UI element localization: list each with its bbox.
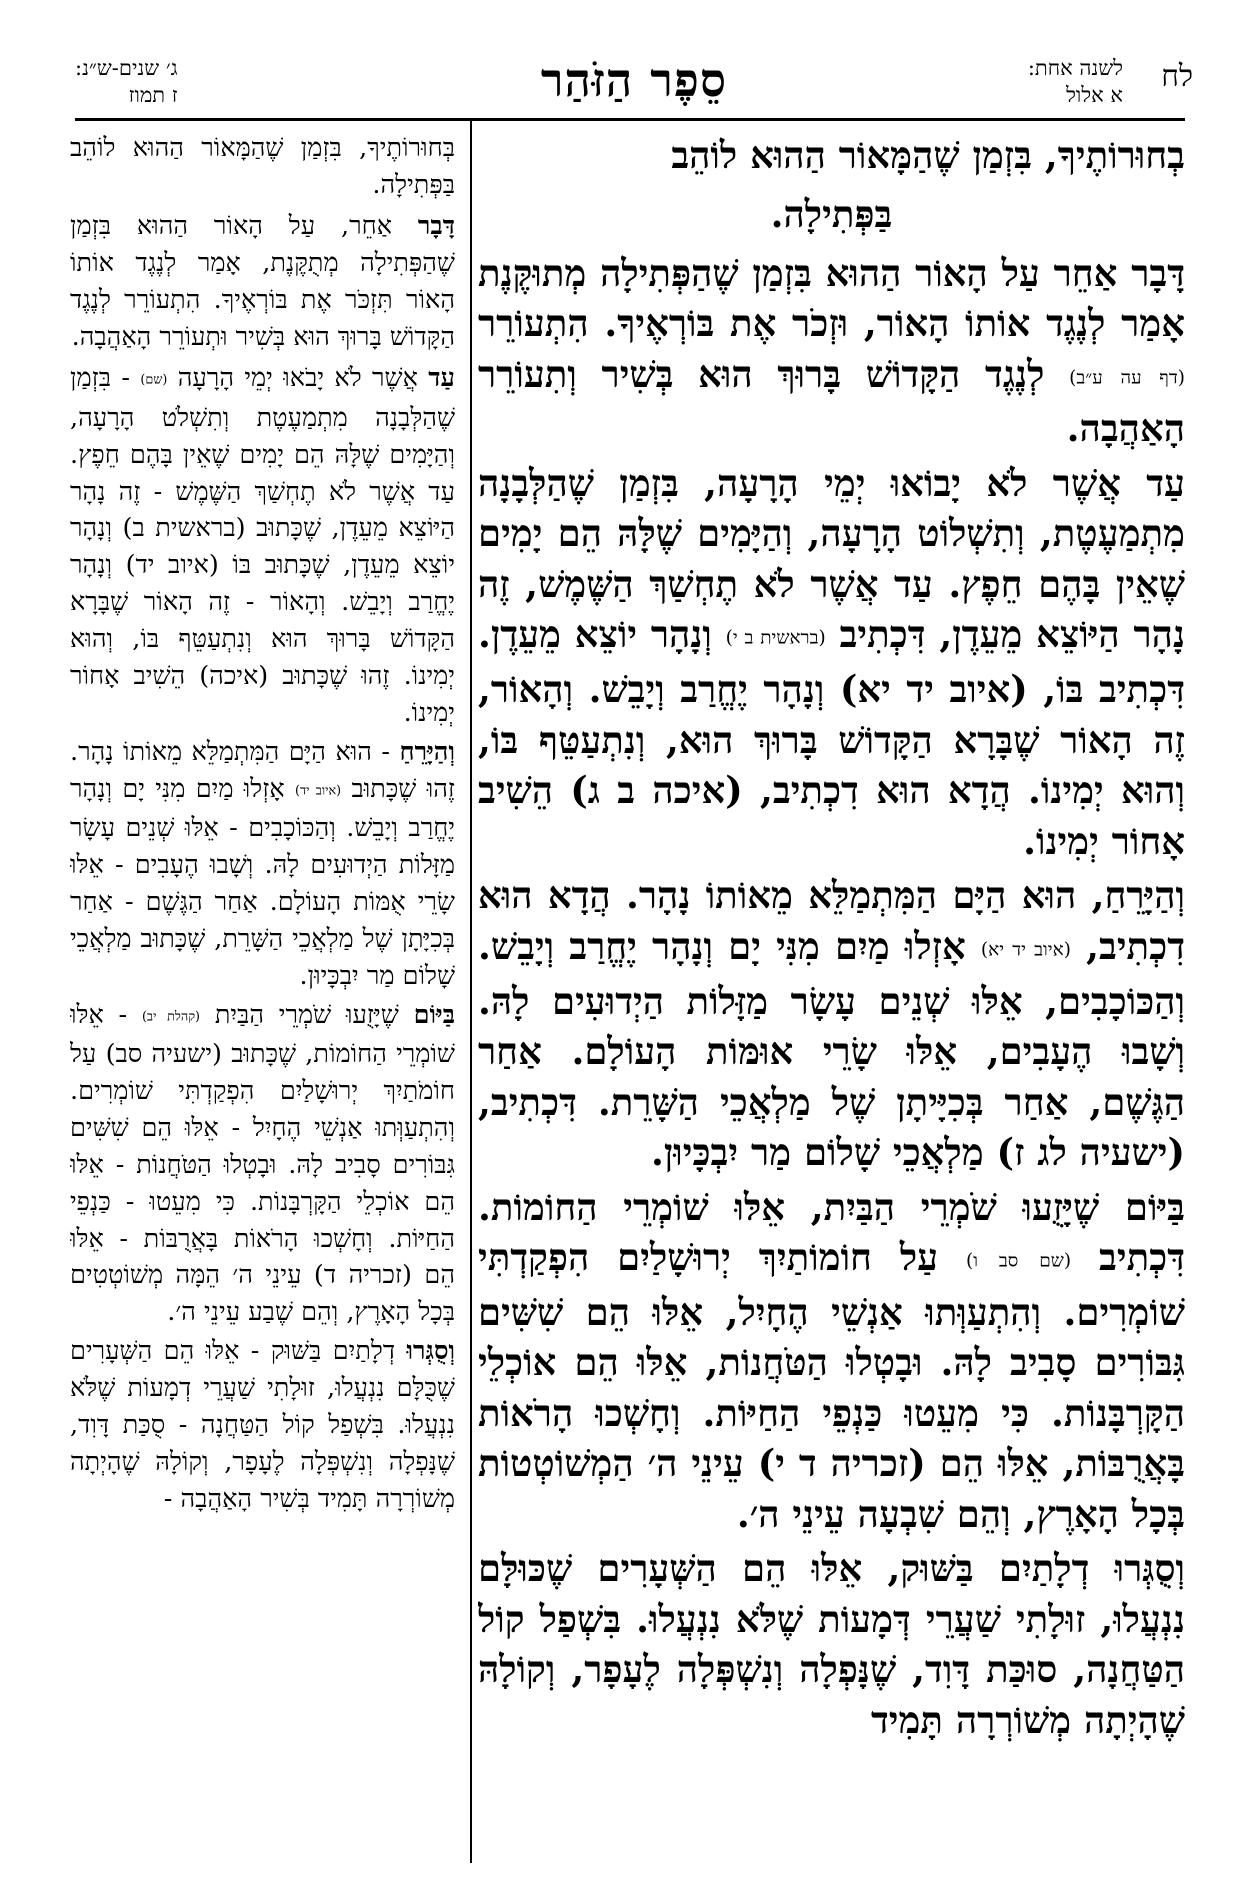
paragraph-text: שֶׁיָּזֻעוּ שֹׁמְרֵי הַבַּיִת bbox=[200, 999, 414, 1030]
main-paragraph bbox=[478, 130, 1185, 185]
paragraph-text: הוּא הַיָּם הַמִּתְמַלֵּא מֵאוֹתוֹ נָהָר. הֲדָא הוּא דִכְתִיב, bbox=[478, 873, 1185, 968]
paragraph-lead-word: וְהַיָּרֵחַ bbox=[399, 736, 455, 767]
paragraph-lead-word: דָּבָר bbox=[417, 211, 455, 242]
side-paragraph bbox=[70, 130, 455, 206]
main-text-column bbox=[478, 130, 1185, 1850]
book-title: סֵפֶר הַזֹּהַר bbox=[540, 53, 728, 107]
paragraph-lead-word: וְהַיָּרֵחַ, bbox=[1091, 873, 1185, 918]
paragraph-text: אַחֵר, עַל הָאוֹר הַהוּא בִּזְמַן שֶׁהַפְּתִילָה מְתֻקֶּנֶת, אָמַר לְנֶגֶד אוֹתוֹ הָאוֹר תִּזְכֹּר אֶת בּוֹרְאֶיךָ. הִתְעוֹרֵר לְנֶגֶד הַקָּדוֹשׁ בָּרוּךְ הוּא בְּשִׁיר וּתְעוֹרֵר הָאַהֲבָה. bbox=[70, 211, 455, 352]
page-number: לח bbox=[1161, 59, 1193, 94]
paragraph-text: בְּחוּרוֹתֶיךָ, בִּזְמַן שֶׁהַמָּאוֹר הַהוּא לוֹהֵב בַּפְּתִילָה. bbox=[70, 133, 455, 200]
paragraph-text: אֲשֶׁר לֹא יָבֹאוּ יְמֵי הָרָעָה bbox=[167, 363, 429, 394]
source-reference: (שם סב ו) bbox=[966, 1250, 1072, 1272]
paragraph-text-continued: - אֵלּוּ שׁוֹמְרֵי הַחוֹמוֹת, שֶׁכָּתוּב (ישעיה סב) עַל חוֹמֹתַיִךְ יְרוּשָׁלַיִם הִפְקַדְתִּי שׁוֹמְרִים. וְהִתְעַוְּתוּ אַנְשֵׁי הֶחָיִל - אֵלּוּ הֵם שִׁשִּׁים גִּבּוֹרִים סָבִיב לָהּ. וּבָטְלוּ הַטֹּחֲנוֹת - אֵלּוּ הֵם אוֹכְלֵי הַקָּרְבָּנוֹת. כִּי מִעֵטוּ - כַּנְפֵי הַחַיּוֹת. וְחָשְׁכוּ הָרֹאוֹת בָּאֲרֻבּוֹת - אֵלּוּ הֵם (זכריה ד) עֵינֵי ה׳ הֵמָּה מְשׁוֹטְטִים בְּכָל הָאָרֶץ, וְהֵם שֶׁבַע עֵינֵי ה׳. bbox=[70, 999, 455, 1328]
side-paragraph bbox=[70, 997, 455, 1332]
source-reference: (דף עה ע״ב) bbox=[1069, 366, 1185, 388]
side-paragraph bbox=[70, 208, 455, 358]
schedule-right-line1: לשנה אחת: bbox=[1027, 56, 1123, 80]
side-paragraph bbox=[70, 360, 455, 732]
source-reference: (בראשית ב י) bbox=[725, 627, 826, 649]
main-paragraph bbox=[478, 189, 1185, 244]
side-paragraph bbox=[70, 734, 455, 995]
paragraph-lead-word: דָּבָר bbox=[1131, 250, 1185, 295]
paragraph-text-continued: אָזְלוּ מַיִם מִנִּי יָם וְנָהָר יֶחֱרַב וְיָבֵשׁ. וְהַכּוֹכָבִים - אֵלּוּ שְׁנֵים עָשָׂר מַזָּלוֹת הַיְדוּעִים לָהּ. וְשָׁבוּ הֶעָבִים - אֵלּוּ שָׂרֵי אֻמּוֹת הָעוֹלָם. אַחַר הַגֶּשֶׁם - אַחַר בְּכִיָּתָן שֶׁל מַלְאֲכֵי הַשָּׁרֵת, שֶׁכָּתוּב מַלְאֲכֵי שָׁלוֹם מַר יִבְכָּיוּן. bbox=[70, 773, 455, 991]
paragraph-lead-word: עַד bbox=[1146, 460, 1185, 505]
schedule-left-line2: ז תמוז bbox=[128, 83, 178, 107]
paragraph-text: אֲשֶׁר לֹא יָבוֹאוּ יְמֵי הָרָעָה, בִּזְמַן שֶׁהַלְּבָנָה מִתְמַעֶטֶת, וְתִשְׁלוֹט הָרָעָה, וְהַיָּמִים שֶׁלָּהּ הֵם יָמִים שֶׁאֵין בָּהֶם חֵפֶץ. עַד אֲשֶׁר לֹא תֶחְשַׁךְ הַשֶּׁמֶשׁ, זֶה נָהָר הַיּוֹצֵא מֵעֵדֶן, דִּכְתִיב bbox=[478, 460, 1185, 657]
paragraph-text-continued: עַל חוֹמוֹתַיִךְ יְרוּשָׁלַיִם הִפְקַדְתִּי שׁוֹמְרִים. וְהִתְעַוְּתוּ אַנְשֵׁי הֶחָיִל, אֵלּוּ הֵם שִׁשִּׁים גִּבּוֹרִים סָבִיב לָהּ. וּבָטְלוּ הַטֹּחֲנוֹת, אֵלּוּ הֵם אוֹכְלֵי הַקָּרְבָּנוֹת. כִּי מִעֵטוּ כַּנְפֵי הַחַיּוֹת. וְחָשְׁכוּ הָרֹאוֹת בָּאֲרֻבּוֹת, אֵלּוּ הֵם (זכריה ד י) עֵינֵי ה׳ הַמְשׁוֹטְטוֹת בְּכָל הָאָרֶץ, וְהֵם שִׁבְעָה עֵינֵי ה׳. bbox=[478, 1235, 1185, 1536]
main-paragraph bbox=[478, 248, 1185, 454]
paragraph-text: - הוּא הַיָּם הַמִּתְמַלֵּא מֵאוֹתוֹ נָהָר. זֶהוּ שֶׁכָּתוּב bbox=[70, 736, 455, 804]
paragraph-lead-word: וְסֻגְּרוּ bbox=[406, 1336, 455, 1367]
paragraph-text: בְחוּרוֹתֶיךָ, בִּזְמַן שֶׁהַמָּאוֹר הַהוּא לוֹהֵב bbox=[671, 133, 1185, 177]
main-paragraph bbox=[478, 1543, 1185, 1749]
schedule-right-line2: א אלול bbox=[1066, 83, 1123, 107]
source-reference: (קהלת יב) bbox=[141, 1009, 201, 1025]
source-reference: (שם) bbox=[140, 372, 168, 388]
paragraph-text: דְלָתַיִם בַּשּׁוּק - אֵלּוּ הֵם הַשְּׁעָרִים שֶׁכֻּלָּם נִנְעֲלוּ, זוּלָתִי שַׁעֲרֵי דְמָעוֹת שֶׁלֹּא נִנְעֲלוּ. בִּשְׁפַל קוֹל הַטַּחֲנָה - סֻכַּת דָּוִד, שֶׁנָּפְלָה וְנִשְׁפְּלָה לֶעָפָר, וְקוֹלָהּ שֶׁהָיְתָה מְשׁוֹרְרָה תָּמִיד בְּשִׁיר הָאַהֲבָה - bbox=[70, 1336, 455, 1514]
paragraph-lead-word: עַד bbox=[428, 363, 455, 394]
source-reference: (איוב יד) bbox=[295, 783, 342, 799]
schedule-left-line1: ג׳ שנים-ש״נ: bbox=[75, 56, 178, 80]
paragraph-lead-word: בַּיּוֹם bbox=[413, 999, 455, 1030]
paragraph-text: שֶׁיָּזֻעוּ שֹׁמְרֵי הַבַּיִת, אֵלּוּ שׁוֹמְרֵי הַחוֹמוֹת. דִּכְתִיב bbox=[478, 1184, 1185, 1280]
paragraph-text: אַחֵר עַל הָאוֹר הַהוּא בִּזְמַן שֶׁהַפְּתִילָה מְתוּקֶּנֶת אָמַר לְנֶגֶד אוֹתוֹ הָאוֹר, וּזְכֹר אֶת בּוֹרְאֶיךָ. הִתְעוֹרֵר bbox=[478, 250, 1185, 346]
header-rule bbox=[75, 118, 1185, 121]
paragraph-lead-word: וְסֻגְּרוּ bbox=[1114, 1546, 1185, 1591]
main-paragraph bbox=[478, 1182, 1185, 1540]
column-divider bbox=[470, 118, 472, 1863]
paragraph-text-continued: לְנֶגֶד הַקָּדוֹשׁ בָּרוּךְ הוּא בְּשִׁיר וְתִעוֹרֵר הָאַהֲבָה. bbox=[478, 351, 1185, 451]
main-paragraph bbox=[478, 870, 1185, 1177]
paragraph-text-continued: אָזְלוּ מַיִם מִנִּי יָם וְנָהָר יֶחֱרַב וְיָבֵשׁ. וְהַכּוֹכָבִים, אֵלּוּ שְׁנֵים עָשָׂר מַזָּלוֹת הַיְדוּעִים לָהּ. וְשָׁבוּ הֶעָבִים, אֵלּוּ שָׂרֵי אוּמּוֹת הָעוֹלָם. אַחַר הַגֶּשֶׁם, אַחַר בְּכִיָּיתָן שֶׁל מַלְאֲכֵי הַשָּׁרֵת. דִּכְתִיב, (ישעיה לג ז) מַלְאֲכֵי שָׁלוֹם מַר יִבְכָּיוּן. bbox=[478, 923, 1185, 1175]
paragraph-text-continued: - בִּזְמַן שֶׁהַלְּבָנָה מִתְמַעֶטֶת וְתִשְׁלֹט הָרָעָה, וְהַיָּמִים שֶׁלָּהּ הֵם יָמִים שֶׁאֵין בָּהֶם חֵפֶץ. עַד אֲשֶׁר לֹא תֶחְשַׁךְ הַשֶּׁמֶשׁ - זֶה נָהָר הַיּוֹצֵא מֵעֵדֶן, שֶׁכָּתוּב (בראשית ב) וְנָהָר יוֹצֵא מֵעֵדֶן, שֶׁכָּתוּב בּוֹ (איוב יד) וְנָהָר יֶחֱרַב וְיָבֵשׁ. וְהָאוֹר - זֶה הָאוֹר שֶׁבָּרָא הַקָּדוֹשׁ בָּרוּךְ הוּא וְנִתְעַטֵּף בּוֹ, וְהוּא יְמִינוֹ. זֶהוּ שֶׁכָּתוּב (איכה) הֵשִׁיב אָחוֹר יְמִינוֹ. bbox=[70, 363, 455, 728]
side-paragraph bbox=[70, 1333, 455, 1520]
paragraph-text-continued: וְנָהָר יוֹצֵא מֵעֵדֶן. דִּכְתִיב בּוֹ, (איוב יד יא) וְנָהָר יֶחֱרַב וְיָבֵשׁ. וְהָאוֹר, זֶה הָאוֹר שֶׁבָּרָא הַקָּדוֹשׁ בָּרוּךְ הוּא, וְנִתְעַטֵּף בּוֹ, וְהוּא יְמִינוֹ. הֲדָא הוּא דִכְתִיב, (איכה ב ג) הֵשִׁיב אָחוֹר יְמִינוֹ. bbox=[478, 612, 1185, 863]
paragraph-text: דְלָתַיִם בַּשּׁוּק, אֵלּוּ הֵם הַשְּׁעָרִים שֶׁכּוּלָּם נִנְעֲלוּ, זוּלָתִי שַׁעֲרֵי דְּמָעוֹת שֶׁלֹּא נִנְעֲלוּ. בִּשְׁפַל קוֹל הַטַּחֲנָה, סוּכַּת דָּוִד, שֶׁנָּפְלָה וְנִשְׁפְּלָה לֶעָפָר, וְקוֹלָהּ שֶׁהָיְתָה מְשׁוֹרְרָה תָּמִיד bbox=[478, 1546, 1185, 1742]
schedule-left bbox=[75, 55, 178, 109]
page-header bbox=[75, 55, 1193, 125]
side-translation-column bbox=[70, 130, 455, 1850]
main-paragraph bbox=[478, 458, 1185, 866]
paragraph-lead-word: בַּיּוֹם bbox=[1124, 1184, 1185, 1229]
source-reference: (איוב יד יא) bbox=[980, 939, 1071, 961]
paragraph-text: בַּפְּתִילָה. bbox=[770, 191, 893, 236]
